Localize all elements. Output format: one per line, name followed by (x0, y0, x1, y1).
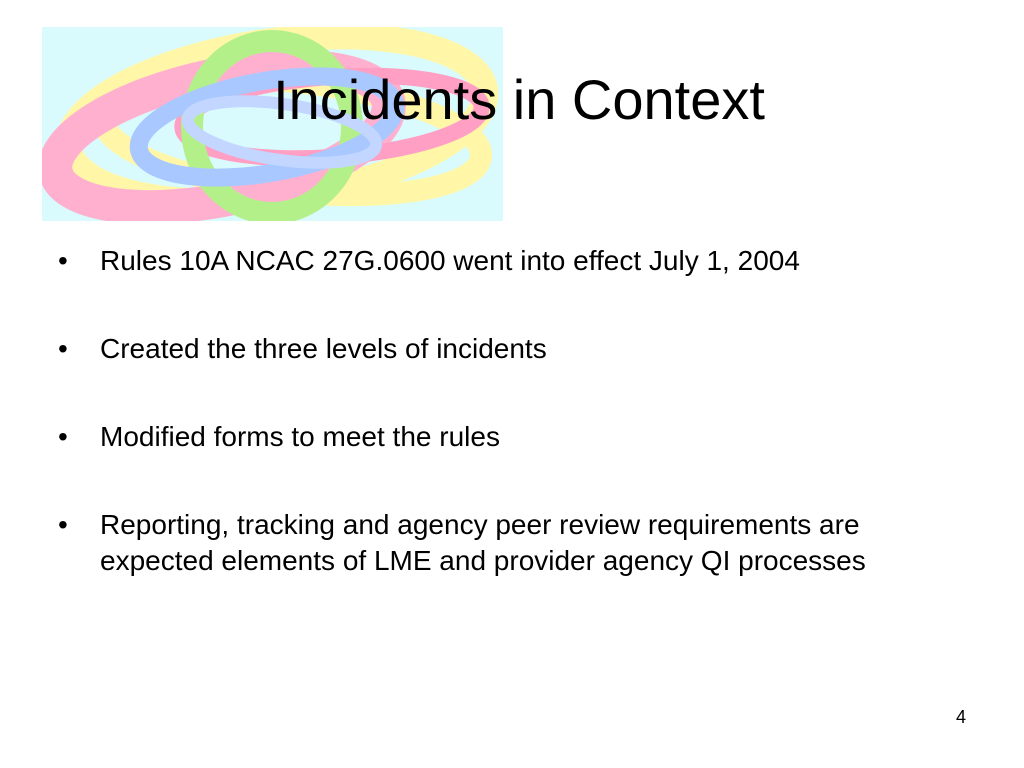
bullet-item (58, 243, 938, 279)
bullet-list (58, 243, 938, 631)
bullet-item (58, 331, 938, 367)
bullet-text: Rules 10A NCAC 27G.0600 went into effect July 1, 2004 (100, 245, 800, 276)
bullet-point-icon: • (58, 245, 68, 276)
bullet-text: Modified forms to meet the rules (100, 421, 500, 452)
bullet-text: Created the three levels of incidents (100, 333, 547, 364)
page-number: 4 (955, 707, 966, 727)
bullet-point-icon: • (58, 421, 68, 452)
bullet-text: Reporting, tracking and agency peer review requirements are expected elements of LME and provider agency QI processes (100, 509, 866, 576)
bullet-item (58, 419, 938, 455)
bullet-point-icon: • (58, 509, 68, 540)
bullet-item (58, 507, 938, 579)
slide-title: Incidents in Context (273, 68, 765, 131)
bullet-point-icon: • (58, 333, 68, 364)
